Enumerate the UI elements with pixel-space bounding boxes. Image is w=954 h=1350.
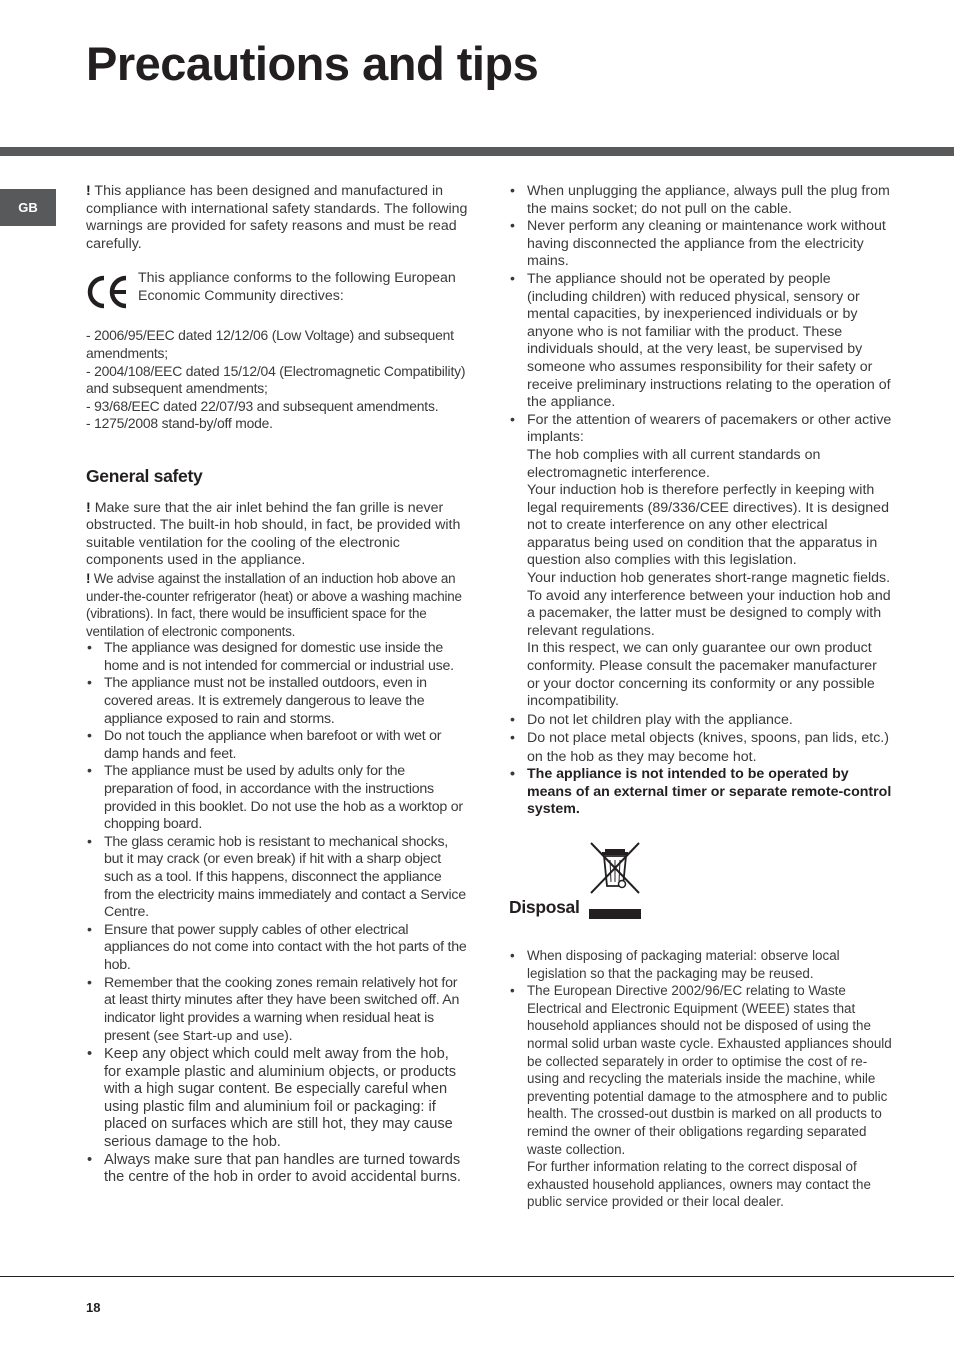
pacemaker-paragraph: Your induction hob is therefore perfectly in keeping with legal requirements (89/336/CEE directives). It is designed not to create interference on any other electrical apparatus being used on condition that the apparatus in question also complies with this legislation. [527,482,889,569]
warning-paragraph: ! Make sure that the air inlet behind the fan grille is never obstructed. The built-in hob should, in fact, be provided with suitable ventilation for the cooling of the electronic components used in the appliance. [86,499,461,569]
list-item: • The European Directive 2002/96/EC relating to Waste Electrical and Electronic Equipment (WEEE) states that household appliances should not be disposed of using the normal solid urban waste cycle. Exhausted appliances should be collected separately in order to optimise the cost of re-using and recycling the materials inside the machine, while preventing potential damage to the atmosphere and to public health. The crossed-out dustbin is marked on all products to remind the owner of their obligations regarding separated waste collection. For further information relating to the correct disposal of exhausted household appliances, owners may contact the public service provided or their local dealer. [509,982,893,1211]
right-column [509,183,893,1211]
crossed-out-bin-icon [589,841,641,895]
list-item-emphasis: • The appliance is not intended to be operated by means of an external timer or separate remote-control system. [509,766,893,819]
disposal-heading: Disposal [509,897,580,917]
general-safety-list [86,640,468,1046]
directive-item: - 2004/108/EEC dated 15/12/04 (Electromagnetic Compatibility) and subsequent amendments; [86,362,466,397]
pacemaker-paragraph: To avoid any interference between your induction hob and a pacemaker, the latter must be designed to comply with relevant regulations. [527,587,891,639]
list-item: • When disposing of packaging material: observe local legislation so that the packaging may be reused. [509,947,893,982]
footer-rule [0,1276,954,1277]
list-item: • The appliance should not be operated by people (including children) with reduced physical, sensory or mental capacities, by inexperienced individuals or by anyone who is not familiar with the product. These individuals should, at the very least, be supervised by someone who assumes responsibility for their safety or receive preliminary instructions relating to the operation of the appliance. [509,271,893,412]
language-tab: GB [0,189,56,226]
list-item: • The appliance was designed for domestic use inside the home and is not intended for commercial or industrial use. [86,640,468,675]
safety-list [509,183,893,819]
warning-mark: ! [86,499,91,516]
list-item [509,412,893,711]
ce-mark-icon [86,274,130,310]
cross-reference: see Start-up and use [157,1028,285,1044]
warning-mark: ! [86,183,91,199]
left-column [86,183,468,1187]
list-item: • Do not touch the appliance when barefoot or with wet or damp hands and feet. [86,728,468,763]
conformity-text: This appliance conforms to the following European Economic Community directives: [138,270,456,304]
pacemaker-paragraph: Your induction hob generates short-range magnetic fields. [527,570,891,587]
conformity-block [86,270,468,310]
intro-text: This appliance has been designed and manufactured in compliance with international safety standards. The following warnings are provided for safety reasons and must be read carefully. [86,183,468,252]
list-item: • Ensure that power supply cables of other electrical appliances do not come into contact with the hot parts of the hob. [86,922,468,975]
list-item: • Remember that the cooking zones remain relatively hot for at least thirty minutes after they have been switched off. An indicator light provides a warning when residual heat is present (see Start-up and use). [86,975,468,1046]
warning-mark: ! [86,570,91,586]
disposal-bar [589,909,641,919]
disposal-list [509,947,893,1211]
list-item: • Keep any object which could melt away from the hob, for example plastic and aluminium objects, or products with a high sugar content. Be especially careful when using plastic film and aluminium foil or packaging: if placed on surfaces which are still hot, they may cause serious damage to the hob. [86,1046,468,1152]
list-item: • When unplugging the appliance, always pull the plug from the mains socket; do not pull on the cable. [509,183,893,218]
general-safety-heading: General safety [86,465,203,486]
pacemaker-lead: • For the attention of wearers of pacemakers or other active implants: [527,411,892,446]
list-item: • Do not place metal objects (knives, spoons, pan lids, etc.) on the hob as they may become hot. [509,729,893,766]
list-item: • Always make sure that pan handles are turned towards the centre of the hob in order to avoid accidental burns. [86,1152,468,1187]
list-item: • Do not let children play with the appliance. [509,712,893,730]
warning-paragraph: ! We advise against the installation of an induction hob above an under-the-counter refrigerator (heat) or above a washing machine (vibrations). In fact, there would be insufficient space for the ventilation of electronic components. [86,570,462,639]
general-safety-list-continued [86,1046,468,1187]
list-item: • Never perform any cleaning or maintenance work without having disconnected the appliance from the electricity mains. [509,218,893,271]
header-rule [0,147,954,156]
directive-item: - 93/68/EEC dated 22/07/93 and subsequent amendments. [86,397,439,414]
disposal-header [509,837,893,947]
intro-paragraph [86,183,468,253]
list-item: • The appliance must not be installed outdoors, even in covered areas. It is extremely dangerous to leave the appliance exposed to rain and storms. [86,675,468,728]
list-item: • The appliance must be used by adults only for the preparation of food, in accordance with the instructions provided in this booklet. Do not use the hob as a worktop or chopping board. [86,763,468,833]
page-title: Precautions and tips [86,37,539,90]
page-number: 18 [86,1300,101,1315]
list-item: • The glass ceramic hob is resistant to mechanical shocks, but it may crack (or even break) if hit with a sharp object such as a tool. If this happens, disconnect the appliance from the electricity mains immediately and contact a Service Centre. [86,834,468,922]
pacemaker-paragraph: In this respect, we can only guarantee our own product conformity. Please consult the pacemaker manufacturer or your doctor concerning its conformity or any possible incompatibility. [527,640,877,710]
directive-list [86,327,468,433]
pacemaker-paragraph: The hob complies with all current standards on electromagnetic interference. [527,446,821,481]
directive-item: - 1275/2008 stand-by/off mode. [86,415,273,432]
directive-item: - 2006/95/EEC dated 12/12/06 (Low Voltage) and subsequent amendments; [86,327,454,361]
